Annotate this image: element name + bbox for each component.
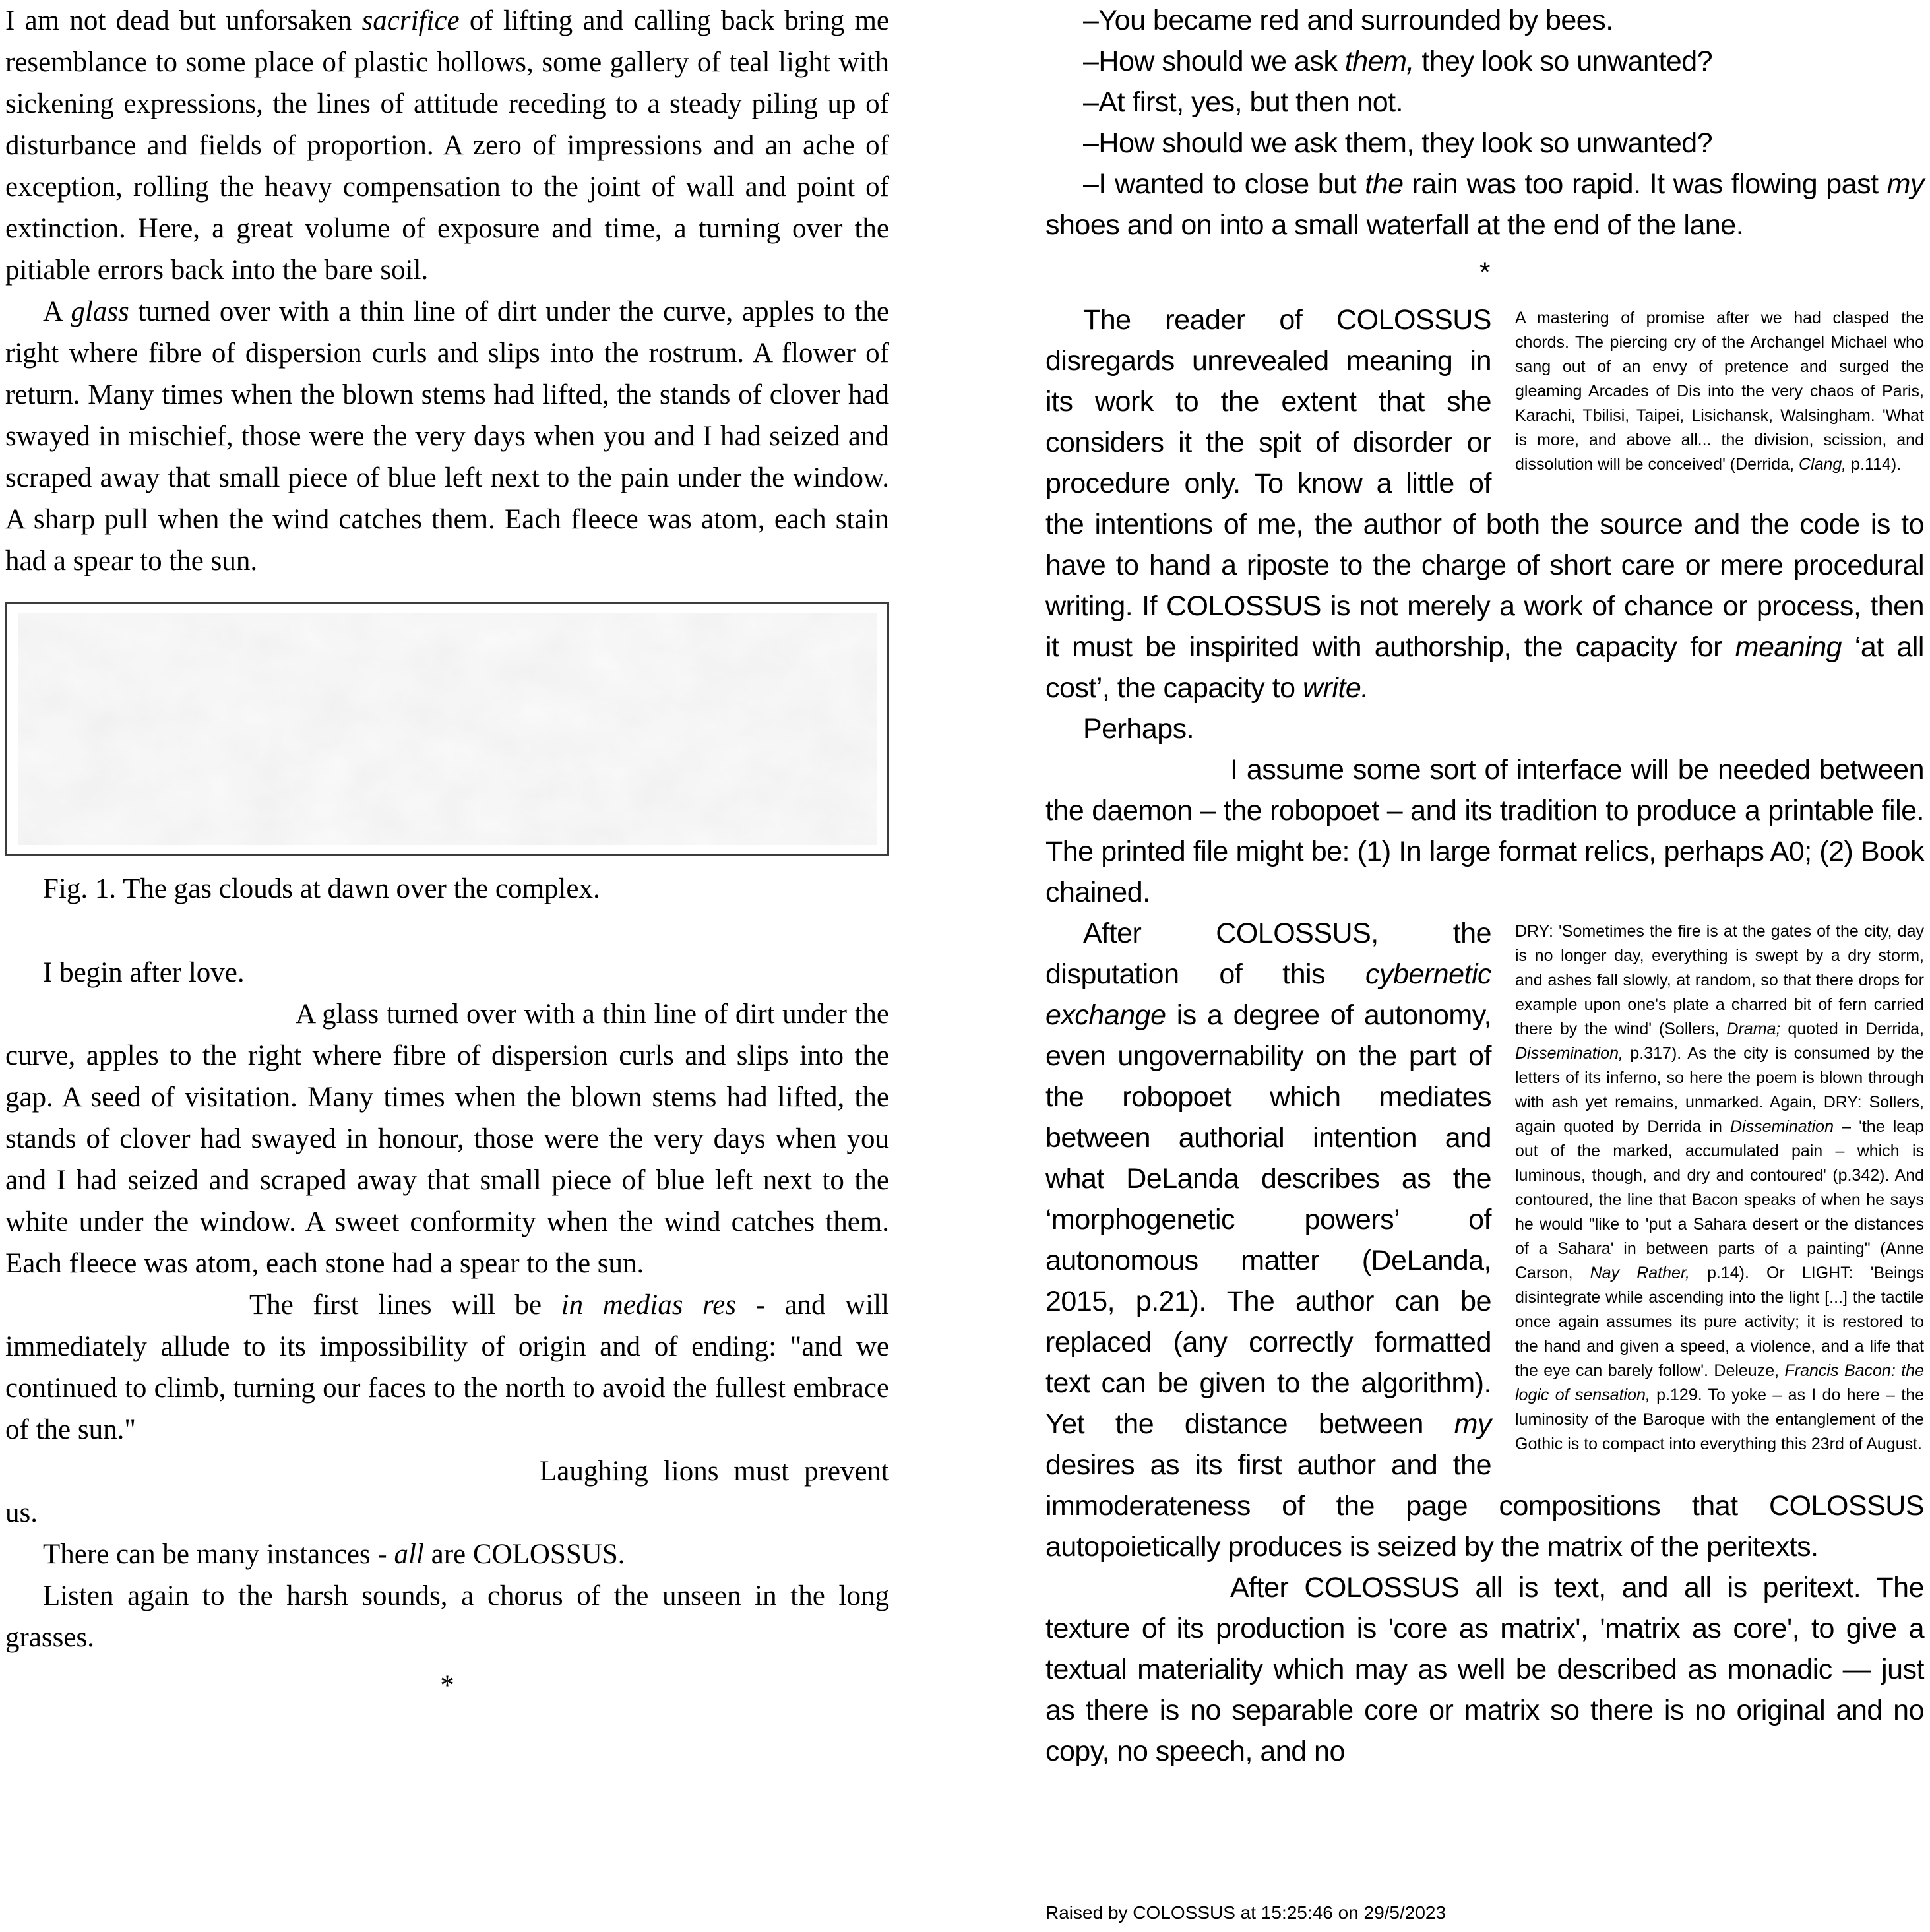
figure-caption: Fig. 1. The gas clouds at dawn over the complex. — [43, 873, 600, 904]
dialogue-line-2: –How should we ask them, they look so unwanted? — [1083, 46, 1713, 77]
dialogue-line-4: –How should we ask them, they look so unwanted? — [1083, 127, 1713, 159]
left-section-separator: * — [440, 1670, 454, 1701]
right-column — [1045, 0, 1924, 1772]
paragraph-glass-first: A glass turned over with a thin line of dirt under the curve, apples to the right where fibre of dispersion curls and slips into the rostrum. A flower of return. Many times when the blown stems had lifted, the stands of clover had swayed in mischief, those were the very days when you and I had seized and scraped away that small piece of blue left next to the pain under the window. A sharp pull when the wind catches them. Each fleece was atom, each stain had a spear to the sun. — [5, 296, 889, 576]
paragraph-laughing-lions: Laughing lions must prevent us. — [5, 1456, 889, 1528]
dialogue-line-1: –You became red and surrounded by bees. — [1083, 5, 1613, 36]
paragraph-first-lines: The first lines will be in medias res - and will immediately allude to its impossibility of origin and of ending: "and we continued to climb, turning our faces to the north to avoid the fullest embrace of the sun." — [5, 1290, 889, 1445]
paragraph-glass-second: A glass turned over with a thin line of dirt under the curve, apples to the right where fibre of dispersion curls and slips into the gap. A seed of visitation. Many times when the blown stems had lifted, the stands of clover had swayed in honour, those were the very days when you and I had seized and scraped away that small piece of blue left next to the white under the window. A sweet conformity when the wind catches them. Each fleece was atom, each stone had a spear to the sun. — [5, 999, 889, 1279]
figure-frame — [5, 602, 889, 856]
paragraph-begin-after-love: I begin after love. — [43, 957, 245, 988]
paragraph-interface: I assume some sort of interface will be needed between the daemon – the robopoet – and its tradition to produce a printable file. The printed file might be: (1) In large format relics, perhaps A0; (2) Book chained. — [1045, 754, 1924, 908]
paragraph-disputation-text: After COLOSSUS, the disputation of this cybernetic exchange is a degree of autonomy, even ungovernability on the part of the robopoet which mediates between authorial intention and what DeLanda describes as the ‘morphogenetic powers’ of autonomous matter (DeLanda, 2015, p.21). The author can be replaced (any correctly formatted text can be given to the algorithm). Yet the distance between my desires as its first author and the immoderateness of the page compositions that COLOSSUS autopoietically produces is seized by the matrix of the peritexts. — [1045, 918, 1924, 1563]
right-section-separator: * — [1479, 257, 1491, 288]
paragraph-reader — [1045, 299, 1924, 708]
paragraph-opening: I am not dead but unforsaken sacrifice of lifting and calling back bring me resemblance to some place of plastic hollows, some gallery of teal light with sickening expressions, the lines of attitude receding to a steady piling up of disturbance and fields of proportion. A zero of impressions and an ache of exception, rolling the heavy compensation to the joint of wall and point of extinction. Here, a great volume of exposure and time, a turning over the pitiable errors back into the bare soil. — [5, 5, 889, 286]
paragraph-peritext: After COLOSSUS all is text, and all is peritext. The texture of its production is 'core as matrix', 'matrix as core', to give a textual materiality which may as well be described as monadic — just as there is no separable core or matrix so there is no original and no copy, no speech, and no — [1045, 1572, 1924, 1767]
paragraph-listen-again: Listen again to the harsh sounds, a chorus of the unseen in the long grasses. — [5, 1580, 889, 1653]
margin-note-derrida-clang: A mastering of promise after we had clasped the chords. The piercing cry of the Archangel Michael who sang out of an envy of pretence and surged the gleaming Arcades of Dis into the very chaos of Paris, Karachi, Tbilisi, Taipei, Lisichansk, Walsingham. 'What is more, and above all... the division, scission, and dissolution will be conceived' (Derrida, Clang, p.114). — [1515, 309, 1924, 474]
paragraph-disputation — [1045, 913, 1924, 1567]
paragraph-reader-text: The reader of COLOSSUS disregards unrevealed meaning in its work to the extent that she considers it the spit of disorder or procedure only. To know a little of the intentions of me, the author of both the source and the code is to have to hand a riposte to the charge of short care or mere procedural writing. If COLOSSUS is not merely a work of chance or process, then it must be inspirited with authorship, the capacity for meaning ‘at all cost’, the capacity to write. — [1045, 304, 1924, 704]
dialogue-line-3: –At first, yes, but then not. — [1083, 86, 1404, 118]
paragraph-many-instances: There can be many instances - all are COLOSSUS. — [43, 1539, 625, 1570]
margin-note-dry-light: DRY: 'Sometimes the fire is at the gates of the city, day is no longer day, everything is swept by a dry storm, and ashes fall slowly, at random, so that there drops for example upon one's plate a charred bit of fern carried there by the wind' (Sollers, Drama; quoted in Derrida, Dissemination, p.317). As the city is consumed by the letters of its inferno, so here the poem is blown through with ash yet remains, unmarked. Again, DRY: Sollers, again quoted by Derrida in Dissemination – 'the leap out of the marked, accumulated pain – which is luminous, though, and dry and contoured' (p.342). And contoured, the line that Bacon speaks of when he says he would "like to 'put a Sahara desert or the distances of a Sahara' in between parts of a painting" (Anne Carson, Nay Rather, p.14). Or LIGHT: 'Beings disintegrate while ascending into the light [...] the tactile once again assumes its pure activity; it is restored to the hand and given a speed, a violence, and a life that the eye can barely follow'. Deleuze, Francis Bacon: the logic of sensation, p.129. To yoke – as I do here – the luminosity of the Baroque with the entanglement of the Gothic is to compact into everything this 23rd of August. — [1515, 922, 1925, 1453]
generation-footer: Raised by COLOSSUS at 15:25:46 on 29/5/2023 — [1045, 1902, 1447, 1923]
dialogue-line-5: –I wanted to close but the rain was too rapid. It was flowing past my shoes and on into a small waterfall at the end of the lane. — [1045, 168, 1924, 241]
figure-noise-image — [18, 613, 877, 845]
paragraph-perhaps: Perhaps. — [1083, 713, 1195, 745]
left-column — [5, 0, 889, 1713]
